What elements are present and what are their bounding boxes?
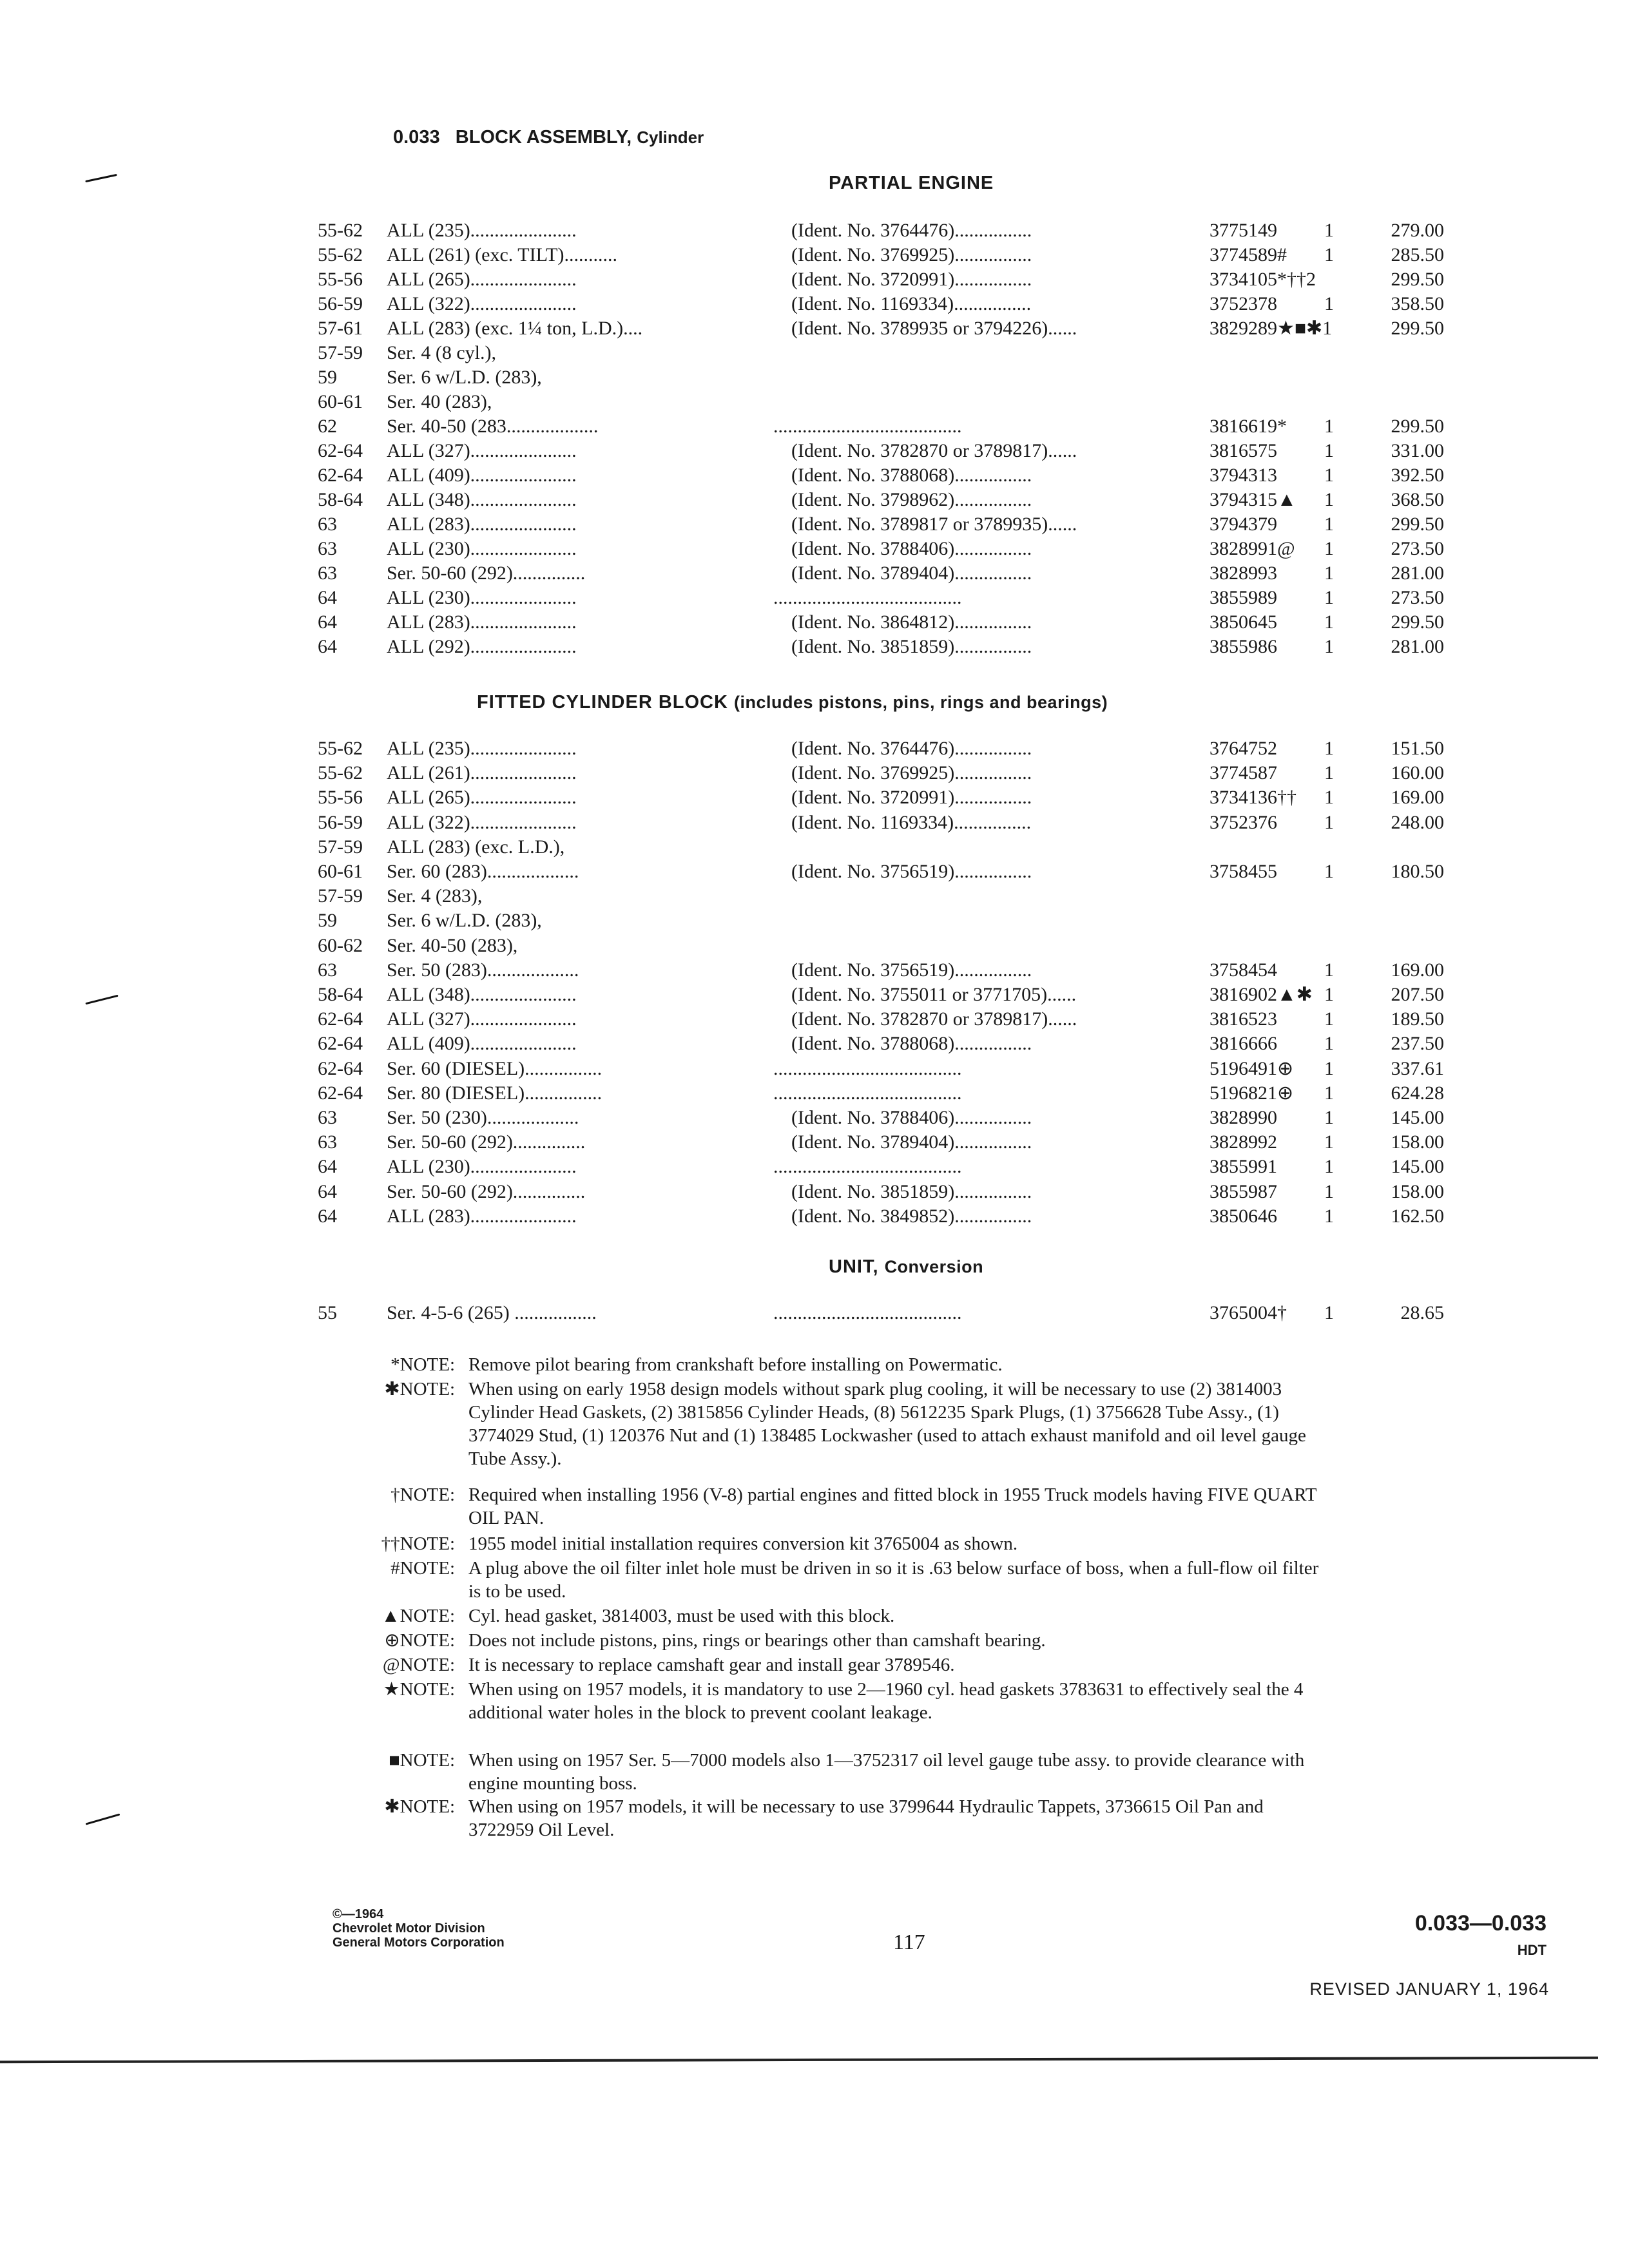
row-model: Ser. 6 w/L.D. (283),: [387, 910, 542, 932]
table-row: [0, 390, 1629, 414]
row-quantity: 1: [1324, 611, 1334, 633]
row-year: 62-64: [318, 1082, 363, 1104]
row-price: 337.61: [1391, 1057, 1444, 1079]
row-part-number: 5196491⊕: [1210, 1057, 1294, 1079]
row-year: 62-64: [318, 1057, 363, 1079]
row-year: 63: [318, 1131, 337, 1153]
footer-division: Chevrolet Motor Division: [333, 1921, 485, 1936]
row-part-number: 3816523: [1210, 1008, 1277, 1030]
row-year: 58-64: [318, 984, 363, 1005]
row-year: 64: [318, 1156, 337, 1178]
row-model: ALL (348)......................: [387, 984, 577, 1005]
row-quantity: 1: [1324, 440, 1334, 461]
row-price: 273.50: [1391, 538, 1444, 559]
row-part-number: 3794313: [1210, 465, 1277, 486]
table-row: [0, 811, 1629, 834]
row-price: 624.28: [1391, 1082, 1444, 1104]
row-year: 62-64: [318, 465, 363, 486]
table-row: [0, 562, 1629, 585]
row-model: Ser. 50 (230)...................: [387, 1107, 579, 1128]
row-part-number: 3829289★■✱1: [1210, 318, 1333, 339]
row-part-number: 3758455: [1210, 861, 1277, 882]
table-row: [0, 219, 1629, 242]
row-model: ALL (265)......................: [387, 269, 577, 290]
row-price: 28.65: [1400, 1302, 1444, 1323]
row-quantity: 1: [1324, 1131, 1334, 1153]
row-ident: .......................................: [773, 1302, 962, 1323]
row-part-number: 3828992: [1210, 1131, 1277, 1153]
row-part-number: 3764752: [1210, 738, 1277, 759]
row-ident: (Ident. No. 3798962)................: [791, 489, 1032, 510]
row-quantity: 1: [1324, 1082, 1334, 1104]
row-ident: (Ident. No. 3789817 or 3789935)......: [791, 514, 1077, 535]
row-ident: (Ident. No. 3788068)................: [791, 1033, 1032, 1055]
row-model: Ser. 40-50 (283...................: [387, 416, 599, 437]
row-model: Ser. 50-60 (292)...............: [387, 562, 586, 584]
row-price: 162.50: [1391, 1205, 1444, 1227]
row-ident: (Ident. No. 3789404)................: [791, 1131, 1032, 1153]
row-year: 55-56: [318, 269, 363, 290]
row-part-number: 3828993: [1210, 562, 1277, 584]
page-header: [393, 127, 704, 148]
row-model: ALL (322)......................: [387, 811, 577, 833]
note-key: *NOTE:: [390, 1354, 455, 1375]
row-quantity: 1: [1324, 465, 1334, 486]
row-model: Ser. 4 (8 cyl.),: [387, 342, 496, 363]
row-ident: (Ident. No. 3756519)................: [791, 861, 1032, 882]
row-price: 207.50: [1391, 984, 1444, 1005]
footer-copyright-block: [333, 1907, 505, 1950]
row-ident: (Ident. No. 3756519)................: [791, 959, 1032, 981]
table-row: [0, 635, 1629, 658]
row-part-number: 3855991: [1210, 1156, 1277, 1178]
row-model: Ser. 60 (283)...................: [387, 861, 579, 882]
row-model: ALL (292)......................: [387, 636, 577, 657]
row-quantity: 1: [1324, 1180, 1334, 1202]
row-part-number: 3828991@: [1210, 538, 1295, 559]
note-text: When using on 1957 Ser. 5—7000 models also 1—3752317 oil level gauge tube assy. to provide clearance with engine mounting boss.: [468, 1750, 1305, 1794]
table-row: [0, 611, 1629, 634]
row-ident: (Ident. No. 3755011 or 3771705)......: [791, 984, 1077, 1005]
row-quantity: 1: [1324, 1057, 1334, 1079]
row-year: 57-59: [318, 836, 363, 858]
row-model: ALL (230)......................: [387, 1156, 577, 1178]
row-part-number: 3816902▲✱: [1210, 984, 1313, 1005]
row-price: 180.50: [1391, 861, 1444, 882]
row-ident: (Ident. No. 3851859)................: [791, 636, 1032, 657]
row-part-number: 3855989: [1210, 587, 1277, 608]
row-ident: .......................................: [773, 1082, 962, 1104]
row-price: 158.00: [1391, 1131, 1444, 1153]
row-year: 62-64: [318, 1033, 363, 1055]
note-key: ✱NOTE:: [384, 1796, 455, 1817]
row-part-number: 3752376: [1210, 811, 1277, 833]
note-key: @NOTE:: [382, 1655, 455, 1675]
note-text: It is necessary to replace camshaft gear and install gear 3789546.: [468, 1655, 955, 1675]
row-year: 59: [318, 367, 337, 388]
row-price: 189.50: [1391, 1008, 1444, 1030]
table-row: [0, 1057, 1629, 1081]
table-row: [0, 737, 1629, 760]
row-model: ALL (235)......................: [387, 738, 577, 759]
row-price: 145.00: [1391, 1107, 1444, 1128]
table-row: [0, 341, 1629, 365]
row-price: 169.00: [1391, 959, 1444, 981]
row-year: 59: [318, 910, 337, 932]
page-number: 117: [893, 1930, 925, 1954]
table-row: [0, 836, 1629, 859]
section-title-unit: UNIT, Conversion: [829, 1256, 984, 1277]
table-row: [0, 366, 1629, 389]
row-quantity: 1: [1324, 489, 1334, 510]
row-year: 55: [318, 1302, 337, 1323]
note-text: Required when installing 1956 (V-8) partial engines and fitted block in 1955 Truck models having FIVE QUART OIL PAN.: [468, 1485, 1316, 1528]
row-price: 237.50: [1391, 1033, 1444, 1055]
row-quantity: 1: [1324, 416, 1334, 437]
row-quantity: 1: [1324, 562, 1334, 584]
table-row: [0, 488, 1629, 512]
row-year: 63: [318, 1107, 337, 1128]
row-price: 145.00: [1391, 1156, 1444, 1178]
table-row: [0, 1032, 1629, 1055]
row-model: ALL (348)......................: [387, 489, 577, 510]
row-model: ALL (235)......................: [387, 220, 577, 241]
row-ident: (Ident. No. 3851859)................: [791, 1180, 1032, 1202]
bottom-rule: [0, 2057, 1598, 2063]
row-quantity: 1: [1324, 1008, 1334, 1030]
row-ident: (Ident. No. 3864812)................: [791, 611, 1032, 633]
row-price: 285.50: [1391, 244, 1444, 265]
row-price: 368.50: [1391, 489, 1444, 510]
row-ident: (Ident. No. 3764476)................: [791, 220, 1032, 241]
note-text: Does not include pistons, pins, rings or bearings other than camshaft bearing.: [468, 1630, 1046, 1651]
row-part-number: 3850646: [1210, 1205, 1277, 1227]
row-part-number: 3774587: [1210, 762, 1277, 784]
table-row: [0, 317, 1629, 340]
table-row: [0, 415, 1629, 438]
row-year: 64: [318, 587, 337, 608]
header-code: 0.033: [393, 127, 440, 148]
row-ident: (Ident. No. 1169334)................: [791, 811, 1032, 833]
row-quantity: 1: [1324, 636, 1334, 657]
row-price: 299.50: [1391, 269, 1444, 290]
row-price: 248.00: [1391, 811, 1444, 833]
row-price: 151.50: [1391, 738, 1444, 759]
row-part-number: 3734136††: [1210, 787, 1296, 809]
row-ident: (Ident. No. 3769925)................: [791, 762, 1032, 784]
row-model: Ser. 4-5-6 (265) .................: [387, 1302, 597, 1323]
table-row: [0, 1131, 1629, 1154]
row-model: ALL (409)......................: [387, 465, 577, 486]
row-year: 55-62: [318, 220, 363, 241]
section-title-fitted-block: FITTED CYLINDER BLOCK (includes pistons, pins, rings and bearings): [477, 692, 1108, 713]
row-model: Ser. 50 (283)...................: [387, 959, 579, 981]
note-key: #NOTE:: [390, 1558, 455, 1579]
row-part-number: 3734105*††2: [1210, 269, 1316, 290]
row-quantity: 1: [1324, 1156, 1334, 1178]
row-part-number: 3752378: [1210, 293, 1277, 314]
row-model: Ser. 4 (283),: [387, 885, 483, 907]
row-ident: (Ident. No. 3782870 or 3789817)......: [791, 440, 1077, 461]
row-quantity: 1: [1324, 1205, 1334, 1227]
row-year: 62: [318, 416, 337, 437]
row-price: 281.00: [1391, 636, 1444, 657]
note-key: ✱NOTE:: [384, 1379, 455, 1399]
row-part-number: 3816619*: [1210, 416, 1287, 437]
row-price: 273.50: [1391, 587, 1444, 608]
note-key: ★NOTE:: [383, 1679, 455, 1700]
table-row: [0, 268, 1629, 291]
table-row: [0, 439, 1629, 463]
table-row: [0, 537, 1629, 561]
row-quantity: 1: [1324, 587, 1334, 608]
row-year: 57-59: [318, 342, 363, 363]
row-year: 62-64: [318, 1008, 363, 1030]
row-ident: .......................................: [773, 587, 962, 608]
row-model: Ser. 50-60 (292)...............: [387, 1131, 586, 1153]
footer-corporation: General Motors Corporation: [333, 1936, 505, 1950]
row-ident: .......................................: [773, 416, 962, 437]
section-title-partial-engine: PARTIAL ENGINE: [829, 173, 994, 193]
row-quantity: 1: [1324, 861, 1334, 882]
row-year: 63: [318, 538, 337, 559]
row-model: ALL (230)......................: [387, 538, 577, 559]
row-part-number: 3775149: [1210, 220, 1277, 241]
row-price: 281.00: [1391, 562, 1444, 584]
row-model: Ser. 80 (DIESEL)................: [387, 1082, 602, 1104]
row-model: ALL (283)......................: [387, 514, 577, 535]
section-subtitle-unit: Conversion: [884, 1257, 984, 1276]
row-part-number: 3774589#: [1210, 244, 1287, 265]
row-year: 62-64: [318, 440, 363, 461]
table-row: [0, 983, 1629, 1006]
row-model: ALL (283)......................: [387, 1205, 577, 1227]
left-margin-mark-bottom: [86, 1813, 120, 1825]
table-row: [0, 244, 1629, 267]
row-year: 60-62: [318, 934, 363, 956]
row-quantity: 1: [1324, 1033, 1334, 1055]
row-ident: (Ident. No. 3720991)................: [791, 787, 1032, 809]
note-key: ††NOTE:: [381, 1533, 455, 1554]
row-quantity: 1: [1324, 1107, 1334, 1128]
header-subtitle: Cylinder: [637, 128, 704, 147]
row-model: Ser. 6 w/L.D. (283),: [387, 367, 542, 388]
row-price: 331.00: [1391, 440, 1444, 461]
section-subtitle-fitted-block: (includes pistons, pins, rings and bearings): [734, 693, 1108, 712]
row-price: 299.50: [1391, 318, 1444, 339]
row-price: 158.00: [1391, 1180, 1444, 1202]
table-row: [0, 1008, 1629, 1031]
row-year: 58-64: [318, 489, 363, 510]
row-price: 279.00: [1391, 220, 1444, 241]
row-part-number: 3794379: [1210, 514, 1277, 535]
row-ident: (Ident. No. 3789404)................: [791, 562, 1032, 584]
row-year: 64: [318, 1180, 337, 1202]
row-part-number: 3850645: [1210, 611, 1277, 633]
table-row: [0, 1180, 1629, 1204]
row-price: 169.00: [1391, 787, 1444, 809]
row-quantity: 1: [1324, 244, 1334, 265]
table-row: [0, 1082, 1629, 1105]
note-key: ⊕NOTE:: [384, 1630, 455, 1651]
row-model: Ser. 50-60 (292)...............: [387, 1180, 586, 1202]
table-row: [0, 1302, 1629, 1325]
row-model: ALL (283) (exc. L.D.),: [387, 836, 565, 858]
note-text: 1955 model initial installation requires conversion kit 3765004 as shown.: [468, 1533, 1018, 1554]
table-row: [0, 1106, 1629, 1129]
table-row: [0, 860, 1629, 883]
row-ident: (Ident. No. 3782870 or 3789817)......: [791, 1008, 1077, 1030]
row-quantity: 1: [1324, 738, 1334, 759]
row-part-number: 5196821⊕: [1210, 1082, 1294, 1104]
row-ident: (Ident. No. 3788406)................: [791, 1107, 1032, 1128]
row-part-number: 3828990: [1210, 1107, 1277, 1128]
row-ident: (Ident. No. 3764476)................: [791, 738, 1032, 759]
row-model: Ser. 40-50 (283),: [387, 934, 518, 956]
note-text: Cyl. head gasket, 3814003, must be used with this block.: [468, 1606, 895, 1626]
table-row: [0, 786, 1629, 809]
row-price: 392.50: [1391, 465, 1444, 486]
footer-range: 0.033—0.033: [1414, 1911, 1547, 1936]
note-key: †NOTE:: [390, 1485, 455, 1505]
row-model: Ser. 40 (283),: [387, 391, 492, 412]
row-year: 57-61: [318, 318, 363, 339]
table-row: [0, 464, 1629, 487]
table-row: [0, 959, 1629, 982]
row-year: 64: [318, 1205, 337, 1227]
row-part-number: 3765004†: [1210, 1302, 1287, 1323]
row-ident: .......................................: [773, 1156, 962, 1178]
row-year: 60-61: [318, 861, 363, 882]
row-ident: (Ident. No. 3788406)................: [791, 538, 1032, 559]
row-ident: (Ident. No. 3849852)................: [791, 1205, 1032, 1227]
note-text: When using on 1957 models, it will be necessary to use 3799644 Hydraulic Tappets, 3736615 Oil Pan and 3722959 Oil Level.: [468, 1796, 1264, 1840]
note-key: ▲NOTE:: [381, 1606, 455, 1626]
row-model: Ser. 60 (DIESEL)................: [387, 1057, 602, 1079]
row-year: 60-61: [318, 391, 363, 412]
row-model: ALL (409)......................: [387, 1033, 577, 1055]
footer-revised: REVISED JANUARY 1, 1964: [1309, 1979, 1549, 1999]
row-year: 56-59: [318, 811, 363, 833]
row-year: 63: [318, 562, 337, 584]
row-year: 64: [318, 611, 337, 633]
row-quantity: 1: [1324, 984, 1334, 1005]
row-price: 299.50: [1391, 514, 1444, 535]
row-price: 358.50: [1391, 293, 1444, 314]
row-ident: (Ident. No. 3720991)................: [791, 269, 1032, 290]
row-model: ALL (261) (exc. TILT)...........: [387, 244, 617, 265]
row-quantity: 1: [1324, 293, 1334, 314]
table-row: [0, 909, 1629, 932]
row-year: 63: [318, 959, 337, 981]
row-quantity: 1: [1324, 762, 1334, 784]
row-part-number: 3816575: [1210, 440, 1277, 461]
row-model: ALL (230)......................: [387, 587, 577, 608]
table-row: [0, 934, 1629, 957]
note-text: A plug above the oil filter inlet hole must be driven in so it is .63 below surface of boss, when a full-flow oil filter is to be used.: [468, 1558, 1319, 1602]
row-year: 56-59: [318, 293, 363, 314]
row-model: ALL (322)......................: [387, 293, 577, 314]
row-ident: (Ident. No. 3789935 or 3794226)......: [791, 318, 1077, 339]
table-row: [0, 762, 1629, 785]
left-margin-mark-top: [85, 174, 117, 182]
header-title: BLOCK ASSEMBLY,: [455, 127, 632, 148]
table-row: [0, 1205, 1629, 1228]
footer-copyright: ©—1964: [333, 1907, 384, 1921]
row-quantity: 1: [1324, 811, 1334, 833]
row-year: 55-56: [318, 787, 363, 809]
row-model: ALL (261)......................: [387, 762, 577, 784]
table-row: [0, 586, 1629, 610]
row-year: 55-62: [318, 244, 363, 265]
row-year: 57-59: [318, 885, 363, 907]
row-part-number: 3855986: [1210, 636, 1277, 657]
row-ident: (Ident. No. 1169334)................: [791, 293, 1032, 314]
row-year: 55-62: [318, 762, 363, 784]
table-row: [0, 293, 1629, 316]
row-model: ALL (265)......................: [387, 787, 577, 809]
row-price: 299.50: [1391, 611, 1444, 633]
note-text: When using on early 1958 design models without spark plug cooling, it will be necessary to use (2) 3814003 Cylinder Head Gaskets, (2) 3815856 Cylinder Heads, (8) 5612235 Spark Plugs, (1) 3756628 Tube Assy., (1) 3774029 Stud, (1) 120376 Nut and (1) 138485 Lockwasher (used to attach exhaust manifold and oil level gauge Tube Assy.).: [468, 1379, 1306, 1469]
row-year: 64: [318, 636, 337, 657]
note-text: Remove pilot bearing from crankshaft before installing on Powermatic.: [468, 1354, 1003, 1375]
row-model: ALL (327)......................: [387, 440, 577, 461]
row-part-number: 3794315▲: [1210, 489, 1296, 510]
row-model: ALL (327)......................: [387, 1008, 577, 1030]
row-model: ALL (283)......................: [387, 611, 577, 633]
row-quantity: 1: [1324, 514, 1334, 535]
table-row: [0, 1155, 1629, 1178]
row-price: 160.00: [1391, 762, 1444, 784]
table-row: [0, 885, 1629, 908]
row-part-number: 3816666: [1210, 1033, 1277, 1055]
note-key: ■NOTE:: [389, 1750, 455, 1771]
row-model: ALL (283) (exc. 1¼ ton, L.D.)....: [387, 318, 643, 339]
row-year: 55-62: [318, 738, 363, 759]
row-quantity: 1: [1324, 959, 1334, 981]
row-part-number: 3855987: [1210, 1180, 1277, 1202]
row-price: 299.50: [1391, 416, 1444, 437]
row-quantity: 1: [1324, 538, 1334, 559]
row-quantity: 1: [1324, 787, 1334, 809]
row-ident: .......................................: [773, 1057, 962, 1079]
row-ident: (Ident. No. 3788068)................: [791, 465, 1032, 486]
note-text: When using on 1957 models, it is mandatory to use 2—1960 cyl. head gaskets 3783631 to effectively seal the 4 additional water holes in the block to prevent coolant leakage.: [468, 1679, 1304, 1723]
row-quantity: 1: [1324, 1302, 1334, 1323]
row-part-number: 3758454: [1210, 959, 1277, 981]
table-row: [0, 513, 1629, 536]
row-year: 63: [318, 514, 337, 535]
row-ident: (Ident. No. 3769925)................: [791, 244, 1032, 265]
row-quantity: 1: [1324, 220, 1334, 241]
footer-book: HDT: [1517, 1942, 1547, 1958]
